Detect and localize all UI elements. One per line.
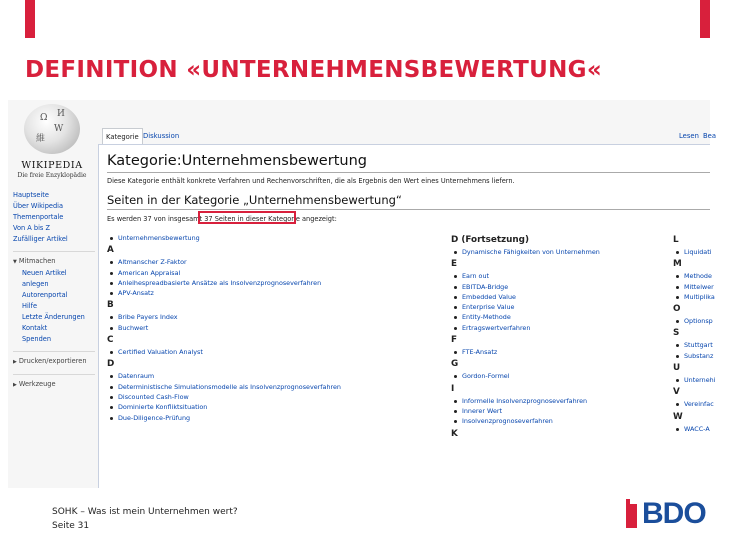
category-letter-heading: V	[673, 387, 680, 398]
category-letter-heading: M	[673, 259, 682, 270]
category-page-link[interactable]: Stuttgart	[673, 340, 733, 350]
sidebar-item-autorenportal[interactable]: Autorenportal	[22, 291, 68, 299]
tab-lesen[interactable]: Lesen	[679, 132, 699, 140]
category-page-link[interactable]: Embedded Value	[451, 292, 667, 302]
category-letter-heading: S	[673, 328, 680, 339]
wikipedia-globe-icon	[24, 104, 80, 154]
page-count-line: Es werden 37 von insgesamt 37 Seiten in dieser Kategorie angezeigt:	[107, 215, 337, 223]
section-divider	[107, 209, 710, 210]
category-page-link[interactable]: Unternehmensbewertung	[107, 233, 447, 243]
category-page-link[interactable]: Entity-Methode	[451, 312, 667, 322]
category-page-link[interactable]: Buchwert	[107, 323, 447, 333]
sidebar-item-zufaelliger-artikel[interactable]: Zufälliger Artikel	[13, 235, 68, 243]
sidebar-section-mitmachen[interactable]	[13, 256, 95, 268]
sidebar-divider	[13, 351, 95, 352]
category-column-1	[107, 233, 447, 423]
category-letter-heading: C	[107, 335, 114, 346]
category-letter-heading: E	[451, 259, 458, 270]
category-page-link[interactable]: American Appraisal	[107, 268, 447, 278]
category-page-link[interactable]: Altmanscher Z-Faktor	[107, 257, 447, 267]
globe-glyph: W	[54, 124, 64, 134]
page-title: Kategorie:Unternehmensbewertung	[107, 153, 367, 169]
category-page-link[interactable]: Discounted Cash-Flow	[107, 392, 447, 402]
category-page-link[interactable]: Ertragswertverfahren	[451, 323, 667, 333]
category-page-link[interactable]: Bribe Payers Index	[107, 312, 447, 322]
page-number: Seite 31	[52, 521, 90, 531]
right-accent-bar	[700, 0, 710, 38]
title-divider	[107, 172, 710, 173]
category-page-link[interactable]: Anleihespreadbasierte Ansätze als Insolvenzprognoseverfahren	[107, 278, 447, 288]
category-page-link[interactable]: Multiplika	[673, 292, 733, 302]
sidebar-divider	[13, 251, 95, 252]
category-page-link[interactable]: Optionsp	[673, 316, 733, 326]
category-letter-heading: F	[451, 335, 458, 346]
slide-title: DEFINITION «UNTERNEHMENSBEWERTUNG«	[25, 57, 603, 83]
highlight-box	[198, 211, 296, 224]
chevron-right-icon: ▶	[13, 382, 17, 388]
sidebar-item-neuen-artikel[interactable]: Neuen Artikel	[22, 269, 67, 277]
category-page-link[interactable]: Vereinfac	[673, 399, 733, 409]
category-page-link[interactable]: Insolvenzprognoseverfahren	[451, 416, 667, 426]
category-letter-heading: U	[673, 363, 681, 374]
category-letter-heading: K	[451, 428, 458, 439]
category-page-link[interactable]: Methode	[673, 271, 733, 281]
sidebar-item-hauptseite[interactable]: Hauptseite	[13, 191, 49, 199]
wikipedia-screenshot	[8, 100, 717, 488]
sidebar-item-spenden[interactable]: Spenden	[22, 335, 52, 343]
category-page-link[interactable]: Liquidati	[673, 247, 733, 257]
category-column-2	[451, 233, 667, 441]
category-page-link[interactable]: Certified Valuation Analyst	[107, 347, 447, 357]
globe-glyph: И	[57, 109, 65, 119]
sidebar-item-ueber-wikipedia[interactable]: Über Wikipedia	[13, 202, 64, 210]
wikipedia-logo[interactable]	[16, 104, 88, 186]
wikipedia-sidebar	[8, 100, 96, 488]
category-page-link[interactable]: Substanz	[673, 351, 733, 361]
wikipedia-tagline: Die freie Enzyklopädie	[17, 172, 87, 179]
category-page-link[interactable]: FTE-Ansatz	[451, 347, 667, 357]
category-letter-heading: A	[107, 245, 114, 256]
footer-subtitle: SOHK – Was ist mein Unternehmen wert?	[52, 507, 238, 517]
category-letter-heading: I	[451, 383, 455, 394]
page-tabs	[96, 126, 717, 146]
bdo-mark-icon	[626, 498, 640, 530]
category-page-link[interactable]: EBITDA-Bridge	[451, 282, 667, 292]
category-letter-heading: L	[673, 235, 679, 245]
tab-bearbeiten[interactable]: Bea	[703, 132, 717, 140]
category-letter-heading: D (Fortsetzung)	[451, 235, 529, 245]
sidebar-section-drucken[interactable]	[13, 356, 95, 368]
category-page-link[interactable]: APV-Ansatz	[107, 288, 447, 298]
sidebar-item-letzte-aenderungen[interactable]: Letzte Änderungen	[22, 313, 85, 321]
sidebar-item-von-a-bis-z[interactable]: Von A bis Z	[13, 224, 50, 232]
category-page-link[interactable]: Unternehi	[673, 375, 733, 385]
category-description: Diese Kategorie enthält konkrete Verfahren und Rechenvorschriften, die als Ergebnis den Wert eines Unternehmens liefern.	[107, 177, 515, 185]
chevron-down-icon: ▼	[13, 259, 17, 265]
globe-glyph: 維	[36, 134, 46, 144]
category-page-link[interactable]: Informelle Insolvenzprognoseverfahren	[451, 396, 667, 406]
sidebar-item-kontakt[interactable]: Kontakt	[22, 324, 48, 332]
category-page-link[interactable]: Dominierte Konfliktsituation	[107, 402, 447, 412]
sidebar-divider	[13, 374, 95, 375]
left-accent-bar	[25, 0, 35, 38]
bdo-wordmark: BDO	[642, 497, 706, 530]
sidebar-section-werkzeuge[interactable]	[13, 379, 95, 391]
category-letter-heading: B	[107, 300, 114, 311]
chevron-right-icon: ▶	[13, 359, 17, 365]
sidebar-section-label: Werkzeuge	[18, 380, 56, 388]
category-page-link[interactable]: Dynamische Fähigkeiten von Unternehmen	[451, 247, 667, 257]
category-page-link[interactable]: Due-Diligence-Prüfung	[107, 413, 447, 423]
sidebar-section-label: Mitmachen	[18, 257, 56, 265]
globe-glyph: Ω	[40, 113, 48, 123]
category-page-link[interactable]: Gordon-Formel	[451, 371, 667, 381]
category-page-link[interactable]: Datenraum	[107, 371, 447, 381]
category-page-link[interactable]: WACC-A	[673, 424, 733, 434]
category-letter-heading: G	[451, 359, 459, 370]
sidebar-section-label: Drucken/exportieren	[18, 357, 87, 365]
category-page-link[interactable]: Enterprise Value	[451, 302, 667, 312]
sidebar-item-themenportale[interactable]: Themenportale	[13, 213, 64, 221]
slide-footer	[52, 505, 238, 533]
category-content	[98, 144, 716, 488]
sidebar-item-hilfe[interactable]: Hilfe	[22, 302, 38, 310]
tab-diskussion[interactable]: Diskussion	[143, 132, 180, 140]
section-title: Seiten in der Kategorie „Unternehmensbewertung“	[107, 193, 402, 207]
category-column-3	[673, 233, 733, 434]
category-letter-heading: O	[673, 304, 681, 315]
sidebar-item-anlegen[interactable]: anlegen	[22, 280, 49, 288]
category-page-link[interactable]: Innerer Wert	[451, 406, 667, 416]
tab-kategorie[interactable]: Kategorie	[102, 128, 143, 145]
sidebar-navigation	[13, 190, 95, 391]
category-letter-heading: D	[107, 359, 115, 370]
wikipedia-wordmark: WIKIPEDIA	[21, 160, 83, 171]
category-page-link[interactable]: Mittelwer	[673, 282, 733, 292]
category-page-link[interactable]: Deterministische Simulationsmodelle als Insolvenzprognoseverfahren	[107, 382, 447, 392]
category-letter-heading: W	[673, 411, 683, 422]
bdo-logo	[626, 498, 712, 530]
category-page-link[interactable]: Earn out	[451, 271, 667, 281]
